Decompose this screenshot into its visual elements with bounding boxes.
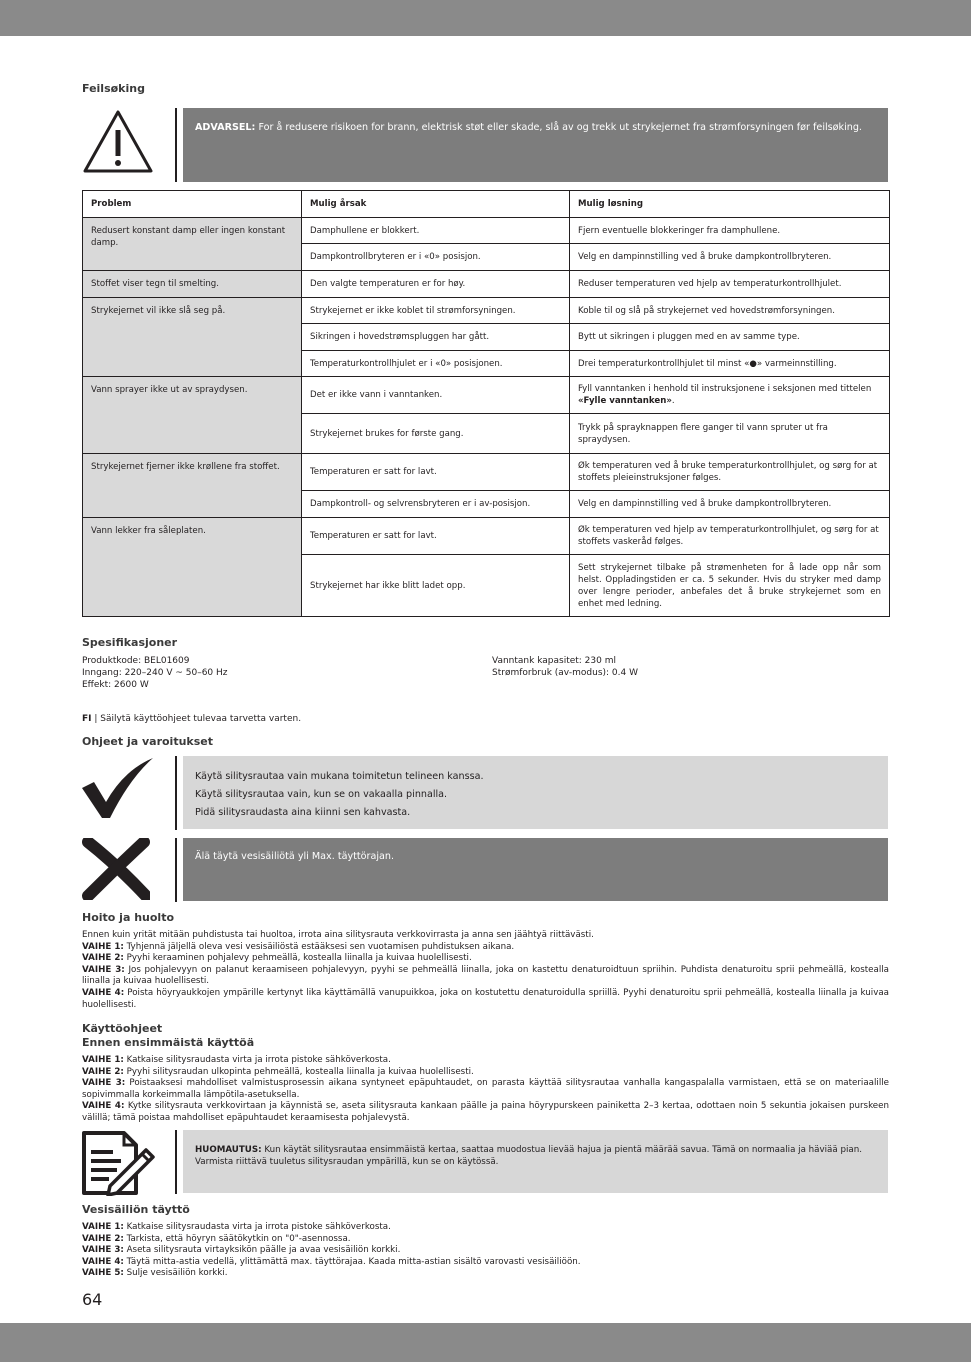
solution-cell: Fjern eventuelle blokkeringer fra damphullene. xyxy=(570,218,890,244)
table-header: Mulig løsning xyxy=(570,191,890,218)
bottom-band xyxy=(0,1323,971,1362)
step-label: VAIHE 3: xyxy=(82,964,125,975)
step-text: Jos pohjalevyyn on palanut keraamiseen pohjalevyyn, pyyhi se pehmeällä liinalla, joka on kastettu denaturoidtuun spriihin. Puhdista denaturoitu sprii pehmeällä, kostealla liinalla ja kuivaa huolellisesti. xyxy=(82,964,889,987)
cause-cell: Strykejernet har ikke blitt ladet opp. xyxy=(302,555,570,617)
step-label: VAIHE 4: xyxy=(82,1256,124,1267)
step-label: VAIHE 4: xyxy=(82,1101,125,1112)
problem-cell: Strykejernet fjerner ikke krøllene fra stoffet. xyxy=(83,454,302,518)
spec-power: Effekt: 2600 W xyxy=(82,680,149,690)
cause-cell: Temperaturen er satt for lavt. xyxy=(302,454,570,491)
care-step xyxy=(82,965,889,988)
step-text: Aseta silitysrauta virtayksikön päälle ja avaa vesisäiliön korkki. xyxy=(123,1245,401,1256)
do-item: Pidä silitysraudasta aina kiinni sen kahvasta. xyxy=(195,807,411,818)
solution-cell: Bytt ut sikringen i pluggen med en av samme type. xyxy=(570,324,890,351)
troubleshooting-heading: Feilsøking xyxy=(82,82,145,95)
cause-cell: Damphullene er blokkert. xyxy=(302,218,570,244)
fi-care-body xyxy=(82,930,889,1011)
solution-cell: Koble til og slå på strykejernet ved hovedstrømforsyningen. xyxy=(570,298,890,324)
warning-text: For å redusere risikoen for brann, elektrisk støt eller skade, slå av og trekk ut strykejernet fra strømforsyningen før feilsøking. xyxy=(255,122,862,133)
first-use-step xyxy=(82,1078,889,1101)
problem-cell: Vann sprayer ikke ut av spraydysen. xyxy=(83,377,302,454)
solution-cell: Øk temperaturen ved å bruke temperaturkontrollhjulet, og sørg for at stoffets pleieinstruksjoner følges. xyxy=(570,454,890,491)
divider-bar xyxy=(175,838,177,902)
step-text: Katkaise silitysraudasta virta ja irrota pistoke sähköverkosta. xyxy=(123,1055,391,1065)
step-text: Kytke silitysrauta verkkovirtaan ja käynnistä se, aseta silitysrauta kankaan päälle ja paina höyrypurskeen painiketta 2–3 kertaa, odottaen noin 5 sekuntia jokaisen purskeen välillä; tämä poistaa mahdolliset epäpuhtaudet keraamisesta pohjalevystä. xyxy=(82,1101,890,1123)
solution-cell: Velg en dampinnstilling ved å bruke dampkontrollbryteren. xyxy=(570,491,890,518)
fill-step xyxy=(82,1245,889,1257)
note-document-icon xyxy=(80,1130,156,1196)
step-text: Poista höyryaukkojen ympärille kertynyt lika käyttämällä vanupuikkoa, joka on kostutettu denaturoidulla spriillä. Pyyhi denaturoitu sprii pehmeällä, kostealla liinalla ja kuivaa huolellisesti. xyxy=(82,987,889,1010)
step-label: VAIHE 1: xyxy=(82,941,124,952)
solution-cell: Øk temperaturen ved hjelp av temperaturkontrollhjulet, og sørg for at stoffets vaskeråd følges. xyxy=(570,518,890,555)
spec-input: Inngang: 220–240 V ~ 50–60 Hz xyxy=(82,668,228,678)
fi-fill-body xyxy=(82,1222,889,1280)
divider-bar xyxy=(175,108,177,182)
fi-lang-code: FI xyxy=(82,714,92,724)
fi-intro xyxy=(82,713,301,725)
cause-cell: Dampkontrollbryteren er i «0» posisjon. xyxy=(302,244,570,271)
solution-cell: Drei temperaturkontrollhjulet til minst «●» varmeinnstilling. xyxy=(570,351,890,377)
cause-cell: Strykejernet brukes for første gang. xyxy=(302,414,570,454)
fi-care-heading: Hoito ja huolto xyxy=(82,911,175,924)
fi-first-use-body xyxy=(82,1055,889,1125)
step-text: Pyyhi keraaminen pohjalevy pehmeällä, kostealla liinalla ja kuivaa huolellisesti. xyxy=(123,953,472,964)
step-label: VAIHE 2: xyxy=(82,953,124,964)
step-text: Tarkista, että höyryn säätökytkin on "0"-asennossa. xyxy=(123,1233,351,1244)
do-callout xyxy=(183,756,888,829)
care-step xyxy=(82,988,889,1011)
warning-triangle-icon xyxy=(82,108,154,174)
fi-warnings-heading: Ohjeet ja varoitukset xyxy=(82,735,214,748)
troubleshooting-table xyxy=(82,190,890,617)
care-step xyxy=(82,942,889,954)
solution-cell: Reduser temperaturen ved hjelp av temperaturkontrollhjulet. xyxy=(570,271,890,298)
solution-cell: Fyll vanntanken i henhold til instruksjonene i seksjonen med tittelen «Fylle vanntanken». xyxy=(570,377,890,414)
problem-cell: Stoffet viser tegn til smelting. xyxy=(83,271,302,298)
spec-product-code: Produktkode: BEL01609 xyxy=(82,656,190,666)
warning-label: ADVARSEL: xyxy=(195,122,256,133)
page-number: 64 xyxy=(82,1290,103,1309)
step-label: VAIHE 1: xyxy=(82,1222,124,1232)
fi-usage-heading: Käyttöohjeet xyxy=(82,1022,163,1035)
fill-step xyxy=(82,1222,889,1234)
care-step xyxy=(82,953,889,965)
step-label: VAIHE 1: xyxy=(82,1055,124,1065)
top-band xyxy=(0,0,971,36)
cross-icon xyxy=(82,838,150,900)
step-label: VAIHE 2: xyxy=(82,1233,124,1244)
first-use-step xyxy=(82,1101,889,1124)
fi-first-use-heading: Ennen ensimmäistä käyttöä xyxy=(82,1036,255,1049)
checkmark-icon xyxy=(80,756,156,820)
first-use-step xyxy=(82,1067,889,1079)
note-label: HUOMAUTUS: xyxy=(195,1145,262,1155)
step-text: Täytä mitta-astia vedellä, ylittämättä max. täyttörajaa. Kaada mitta-astian sisältö varovasti vesisäiliöön. xyxy=(123,1256,581,1267)
solution-emphasis: «Fylle vanntanken» xyxy=(578,396,672,406)
step-label: VAIHE 3: xyxy=(82,1078,126,1089)
divider-bar xyxy=(175,1130,177,1194)
step-text: Poistaaksesi mahdolliset valmistusprosessin aikana syntyneet epäpuhtaudet, on parasta käyttää silitysrautaa vanhalla kangaspalalla varmistaen, että se on materiaalille sopivimmalla korkeimmalla lämpötila-asetuksella. xyxy=(82,1078,889,1100)
do-item: Käytä silitysrautaa vain mukana toimitetun telineen kanssa. xyxy=(195,771,484,782)
fi-fill-heading: Vesisäiliön täyttö xyxy=(82,1203,190,1216)
solution-cell: Velg en dampinnstilling ved å bruke dampkontrollbryteren. xyxy=(570,244,890,271)
cause-cell: Det er ikke vann i vanntanken. xyxy=(302,377,570,414)
specs-right xyxy=(492,655,638,679)
solution-cell: Sett strykejernet tilbake på strømenheten for å lade opp når som helst. Oppladingstiden er ca. 5 sekunder. Hvis du stryker med damp over lengre perioder, anbefales det å bruke strykejernet som en enhet med ledning. xyxy=(570,555,890,617)
cause-cell: Den valgte temperaturen er for høy. xyxy=(302,271,570,298)
note-callout xyxy=(183,1130,888,1193)
care-intro: Ennen kuin yrität mitään puhdistusta tai huoltoa, irrota aina silitysrauta verkkovirrasta ja anna sen jäähtyä riittävästi. xyxy=(82,930,594,940)
step-text: Sulje vesisäiliön korkki. xyxy=(123,1268,228,1279)
fill-step xyxy=(82,1257,889,1269)
do-item: Käytä silitysrautaa vain, kun se on vakaalla pinnalla. xyxy=(195,789,448,800)
warning-callout xyxy=(183,108,888,182)
table-header: Problem xyxy=(83,191,302,218)
specs-left xyxy=(82,655,228,691)
step-label: VAIHE 4: xyxy=(82,987,125,998)
note-text: Kun käytät silitysrautaa ensimmäistä kertaa, saattaa muodostua lievää hajua ja pientä määrää savua. Tämä on normaalia ja häviää pian. Varmista riittävä tuuletus silitysraudan ympärillä, kun se on käytössä. xyxy=(195,1145,862,1167)
step-label: VAIHE 3: xyxy=(82,1245,124,1256)
cause-cell: Dampkontroll- og selvrensbryteren er i av-posisjon. xyxy=(302,491,570,518)
spec-tank: Vanntank kapasitet: 230 ml xyxy=(492,656,616,666)
step-text: Katkaise silitysraudasta virta ja irrota pistoke sähköverkosta. xyxy=(123,1222,391,1232)
step-label: VAIHE 5: xyxy=(82,1268,124,1279)
problem-cell: Vann lekker fra såleplaten. xyxy=(83,518,302,617)
step-text: Tyhjennä jäljellä oleva vesi vesisäiliöstä estääksesi sen vuotamisen puhdistuksen aikana. xyxy=(123,941,515,952)
solution-cell: Trykk på sprayknappen flere ganger til vann spruter ut fra spraydysen. xyxy=(570,414,890,454)
spec-consumption: Strømforbruk (av-modus): 0.4 W xyxy=(492,668,638,678)
cause-cell: Sikringen i hovedstrømspluggen har gått. xyxy=(302,324,570,351)
fill-step xyxy=(82,1268,889,1280)
step-label: VAIHE 2: xyxy=(82,1066,124,1077)
first-use-step xyxy=(82,1055,889,1067)
specs-heading: Spesifikasjoner xyxy=(82,636,178,649)
dont-callout xyxy=(183,838,888,901)
cause-cell: Temperaturen er satt for lavt. xyxy=(302,518,570,555)
problem-cell: Strykejernet vil ikke slå seg på. xyxy=(83,298,302,377)
step-text: Pyyhi silitysraudan ulkopinta pehmeällä, kostealla liinalla ja kuivaa huolellisesti. xyxy=(123,1066,474,1077)
table-header: Mulig årsak xyxy=(302,191,570,218)
fi-intro-text: | Säilytä käyttöohjeet tulevaa tarvetta varten. xyxy=(91,714,302,724)
fill-step xyxy=(82,1234,889,1246)
cause-cell: Temperaturkontrollhjulet er i «0» posisjonen. xyxy=(302,351,570,377)
problem-cell: Redusert konstant damp eller ingen konstant damp. xyxy=(83,218,302,271)
cause-cell: Strykejernet er ikke koblet til strømforsyningen. xyxy=(302,298,570,324)
dont-item: Älä täytä vesisäiliötä yli Max. täyttörajan. xyxy=(195,851,395,862)
divider-bar xyxy=(175,756,177,830)
